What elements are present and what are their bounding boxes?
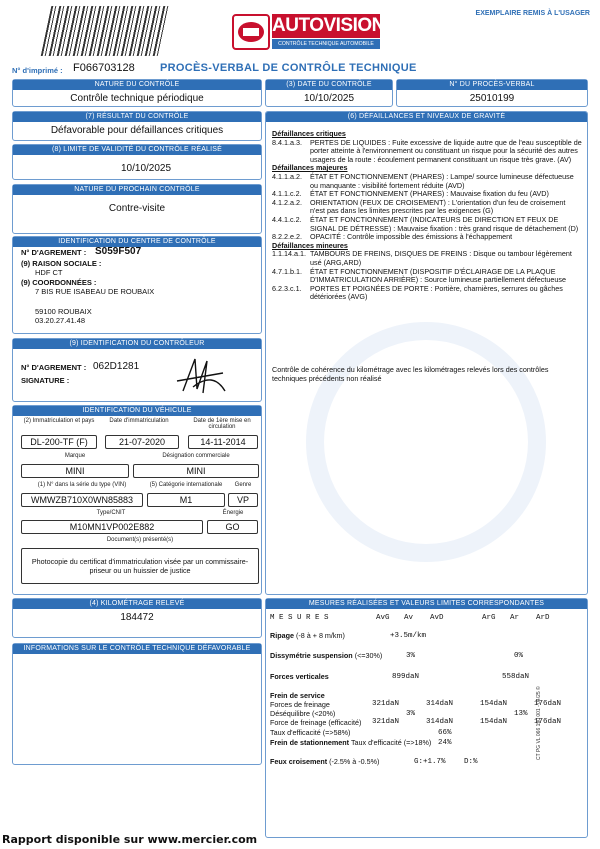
defaillance-code: 8.4.1.a.3. xyxy=(272,137,302,147)
resultat-value: Défavorable pour défaillances critiques xyxy=(50,125,224,136)
stationnement-label: Frein de stationnement Taux d'efficacité (=>18%) xyxy=(270,738,432,747)
feux-g: G:+1.7% xyxy=(414,758,446,766)
marque-value: MINI xyxy=(21,464,129,478)
kilometrage-note: Contrôle de cohérence du kilométrage avec les kilométrages relevés lors des contrôles techniques précédents non réalisé xyxy=(272,365,549,383)
freinage-label: Forces de freinage xyxy=(270,700,330,709)
brand-subtitle: CONTRÔLE TECHNIQUE AUTOMOBILE xyxy=(272,39,380,49)
ripage-value: +3.5m/km xyxy=(390,632,427,640)
desequilibre-av: 3% xyxy=(406,710,416,718)
pv-value: 25010199 xyxy=(469,93,515,104)
defaillance-code: 8.2.2.e.2. xyxy=(272,232,302,242)
genre-value: VP xyxy=(228,493,258,507)
date-immat-value: 21-07-2020 xyxy=(105,435,179,449)
forces-av: 899daN xyxy=(392,673,420,681)
defaillance-group-title: Défaillances critiques xyxy=(272,129,346,138)
centre-phone: 03.20.27.41.48 xyxy=(35,316,86,325)
logo-emblem xyxy=(232,14,270,50)
limite-header: (8) LIMITE DE VALIDITÉ DU CONTRÔLE RÉALISÉ xyxy=(13,145,261,155)
defaillance-item xyxy=(272,173,582,190)
mesures-title: M E S U R E S xyxy=(270,614,329,622)
ripage-label: Ripage (-8 à + 8 m/km) xyxy=(270,631,345,640)
infos-header: INFORMATIONS SUR LE CONTRÔLE TECHNIQUE DÉFAVORABLE xyxy=(13,644,261,654)
cat-value: M1 xyxy=(147,493,225,507)
mesures-header: MESURES RÉALISÉES ET VALEURS LIMITES CORRESPONDANTES xyxy=(266,599,587,609)
dissym-label: Dissymétrie suspension (<=30%) xyxy=(270,651,383,660)
defaillance-text: TAMBOURS DE FREINS, DISQUES DE FREINS : Disque ou tambour légèrement usé (ARG,ARD) xyxy=(310,249,572,267)
marque-label: Marque xyxy=(64,453,86,459)
feux-d: D:% xyxy=(464,758,478,766)
defaillance-text: ORIENTATION (FEUX DE CROISEMENT) : L'orientation d'un feu de croisement n'est pas dans les limites prescrites par les exigences (G) xyxy=(310,197,566,216)
feux-label: Feux croisement (-2.5% à -0.5%) xyxy=(270,757,380,766)
defaillances-header: (6) DÉFAILLANCES ET NIVEAUX DE GRAVITÉ xyxy=(266,112,587,122)
col-ard: ArD xyxy=(536,614,550,622)
imprime-label: N° d'imprimé : xyxy=(12,66,63,75)
stationnement-value: 24% xyxy=(438,739,452,747)
limite-box xyxy=(12,144,262,180)
infos-box xyxy=(12,643,262,765)
defaillance-code: 6.2.3.c.1. xyxy=(272,283,302,293)
controleur-box xyxy=(12,338,262,402)
raison-value: HDF CT xyxy=(35,268,63,277)
freinage-v4: 176daN xyxy=(534,700,562,708)
centre-box xyxy=(12,236,262,334)
coordonnees-label: (9) COORDONNÉES : xyxy=(21,278,97,287)
freinage-eff-v2: 314daN xyxy=(426,718,454,726)
prochain-box xyxy=(12,184,262,234)
taux-label: Taux d'efficacité (=>58%) xyxy=(270,728,351,737)
resultat-box xyxy=(12,111,262,141)
designation-label: Désignation commerciale xyxy=(162,453,230,459)
dissym-ar: 0% xyxy=(514,652,524,660)
defaillances-box xyxy=(265,111,588,595)
defaillance-text: PERTES DE LIQUIDES : Fuite excessive de liquide autre que de l'eau susceptible de porter atteinte à l'environnement ou constituant un risque pour la sécurité des autres usagers de la route : écoulement permanent constituant un risque très grave. (AV) xyxy=(310,137,582,164)
brand-logo xyxy=(232,14,385,50)
vehicule-box xyxy=(12,405,262,595)
type-label: Type/CNIT xyxy=(96,510,126,516)
nature-box xyxy=(12,79,262,107)
prochain-header: NATURE DU PROCHAIN CONTRÔLE xyxy=(13,185,261,195)
freinage-v2: 314daN xyxy=(426,700,454,708)
defaillance-item xyxy=(272,285,582,302)
limite-value: 10/10/2025 xyxy=(121,163,172,174)
col-arg: ArG xyxy=(482,614,496,622)
raison-label: (9) RAISON SOCIALE : xyxy=(21,259,102,268)
document-title: PROCÈS-VERBAL DE CONTRÔLE TECHNIQUE xyxy=(160,62,417,74)
imprime-number: F066703128 xyxy=(73,62,135,74)
cat-label: (5) Catégorie internationale xyxy=(149,482,223,488)
freinage-eff-label: Force de freinage (efficacité) xyxy=(270,718,362,727)
defaillance-text: ÉTAT ET FONCTIONNEMENT (INDICATEURS DE DIRECTION ET FEUX DE SIGNAL DE DÉTRESSE) : Mauvaise fixation : très grand risque de détachement (D) xyxy=(310,214,579,233)
pv-header: N° DU PROCÈS-VERBAL xyxy=(397,80,587,90)
date-first-label: Date de 1ère mise en circulation xyxy=(193,418,251,430)
vin-label: (1) N° dans la série du type (VIN) xyxy=(37,482,127,488)
resultat-header: (7) RÉSULTAT DU CONTRÔLE xyxy=(13,112,261,122)
date-header: (3) DATE DU CONTRÔLE xyxy=(266,80,392,90)
freinage-v3: 154daN xyxy=(480,700,508,708)
defaillance-group-title: Défaillances mineures xyxy=(272,240,348,250)
docs-label: Document(s) présenté(s) xyxy=(106,537,174,543)
freinage-eff-v3: 154daN xyxy=(480,718,508,726)
defaillance-code: 4.1.2.a.2. xyxy=(272,197,302,207)
signature-label: SIGNATURE : xyxy=(21,376,70,385)
date-immat-label: Date d'immatriculation xyxy=(109,418,169,424)
controleur-agrement-label: N° D'AGREMENT : xyxy=(21,363,87,372)
barcode xyxy=(41,6,170,56)
footer-link[interactable]: Rapport disponible sur www.mercier.com xyxy=(2,833,258,846)
defaillance-code: 4.1.1.c.2. xyxy=(272,189,302,199)
vin-value: WMWZB710X0WN85883 xyxy=(21,493,143,507)
frein-service-label: Frein de service xyxy=(270,691,325,700)
genre-label: Genre xyxy=(234,482,252,488)
date-value: 10/10/2025 xyxy=(303,93,355,104)
nature-header: NATURE DU CONTRÔLE xyxy=(13,80,261,90)
defaillance-text: ÉTAT ET FONCTIONNEMENT (PHARES) : Mauvaise fixation du feu (AVD) xyxy=(310,189,549,199)
docs-value: Photocopie du certificat d'immatriculation visée par un commissaire-priseur ou un huissier de justice xyxy=(21,548,259,584)
address-line1: 7 BIS RUE ISABEAU DE ROUBAIX xyxy=(35,287,155,296)
defaillance-code: 4.1.1.a.2. xyxy=(272,171,302,181)
immat-label: (2) Immatriculation et pays xyxy=(23,418,95,424)
km-header: (4) KILOMÉTRAGE RELEVÉ xyxy=(13,599,261,609)
defaillance-group-title: Défaillances majeures xyxy=(272,163,348,173)
defaillance-item xyxy=(272,139,582,165)
forces-ar: 558daN xyxy=(502,673,530,681)
pv-box xyxy=(396,79,588,107)
dissym-av: 3% xyxy=(406,652,416,660)
controleur-header: (9) IDENTIFICATION DU CONTRÔLEUR xyxy=(13,339,261,349)
energie-label: Énergie xyxy=(222,510,244,516)
centre-agrement-label: N° D'AGREMENT : xyxy=(21,248,87,257)
brand-name: AUTOVISION xyxy=(272,15,385,36)
col-av: Av xyxy=(404,614,414,622)
date-box xyxy=(265,79,393,107)
forces-label: Forces verticales xyxy=(270,672,329,681)
km-box xyxy=(12,598,262,638)
watermark-emblem xyxy=(306,322,546,562)
centre-header: IDENTIFICATION DU CENTRE DE CONTRÔLE xyxy=(13,237,261,247)
defaillance-code: 1.1.14.a.1. xyxy=(272,249,306,259)
vehicule-header: IDENTIFICATION DU VÉHICULE xyxy=(13,406,261,416)
energie-value: GO xyxy=(207,520,258,534)
centre-agrement-value: S059F507 xyxy=(95,246,142,257)
side-code: CT PG VL 066 190 001 - 04/25 © xyxy=(536,686,542,760)
prochain-value: Contre-visite xyxy=(108,203,166,214)
defaillance-code: 4.4.1.c.2. xyxy=(272,214,302,224)
col-ar: Ar xyxy=(510,614,520,622)
immat-value: DL-200-TF (F) xyxy=(21,435,97,449)
defaillances-list xyxy=(272,130,582,302)
defaillance-text: PORTES ET POIGNÉES DE PORTE : Portière, charnières, serrures ou gâches détériorées (AVG) xyxy=(310,283,563,302)
defaillance-code: 4.7.1.b.1. xyxy=(272,266,302,276)
defaillance-item xyxy=(272,199,582,216)
taux-value: 66% xyxy=(438,729,452,737)
type-value: M10MN1VP002E882 xyxy=(21,520,203,534)
signature-image xyxy=(173,351,233,397)
designation-value: MINI xyxy=(133,464,259,478)
controleur-agrement-value: 062D1281 xyxy=(93,361,140,372)
defaillance-text: ÉTAT ET FONCTIONNEMENT (DISPOSITIF D'ÉCLAIRAGE DE LA PLAQUE D'IMMATRICULATION ARRIÈRE) : Source lumineuse partiellement défectueuse xyxy=(310,266,566,285)
col-avg: AvG xyxy=(376,614,390,622)
defaillance-text: ÉTAT ET FONCTIONNEMENT (PHARES) : Lampe/ source lumineuse défectueuse ou manquante : visibilité fortement réduite (AVD) xyxy=(310,171,574,190)
defaillance-item xyxy=(272,250,582,267)
desequilibre-label: Déséquilibre (<20%) xyxy=(270,709,336,718)
desequilibre-ar: 13% xyxy=(514,710,528,718)
col-avd: AvD xyxy=(430,614,444,622)
km-value: 184472 xyxy=(120,612,154,623)
exemplaire-label: EXEMPLAIRE REMIS À L'USAGER xyxy=(475,10,590,17)
defaillance-text: OPACITÉ : Contrôle impossible des émissions à l'échappement xyxy=(310,232,513,242)
defaillance-item xyxy=(272,268,582,285)
freinage-eff-v1: 321daN xyxy=(372,718,400,726)
address-line2: 59100 ROUBAIX xyxy=(35,307,92,316)
defaillance-item xyxy=(272,216,582,233)
freinage-v1: 321daN xyxy=(372,700,400,708)
nature-value: Contrôle technique périodique xyxy=(70,93,204,104)
date-first-value: 14-11-2014 xyxy=(188,435,258,449)
freinage-eff-v4: 176daN xyxy=(534,718,562,726)
